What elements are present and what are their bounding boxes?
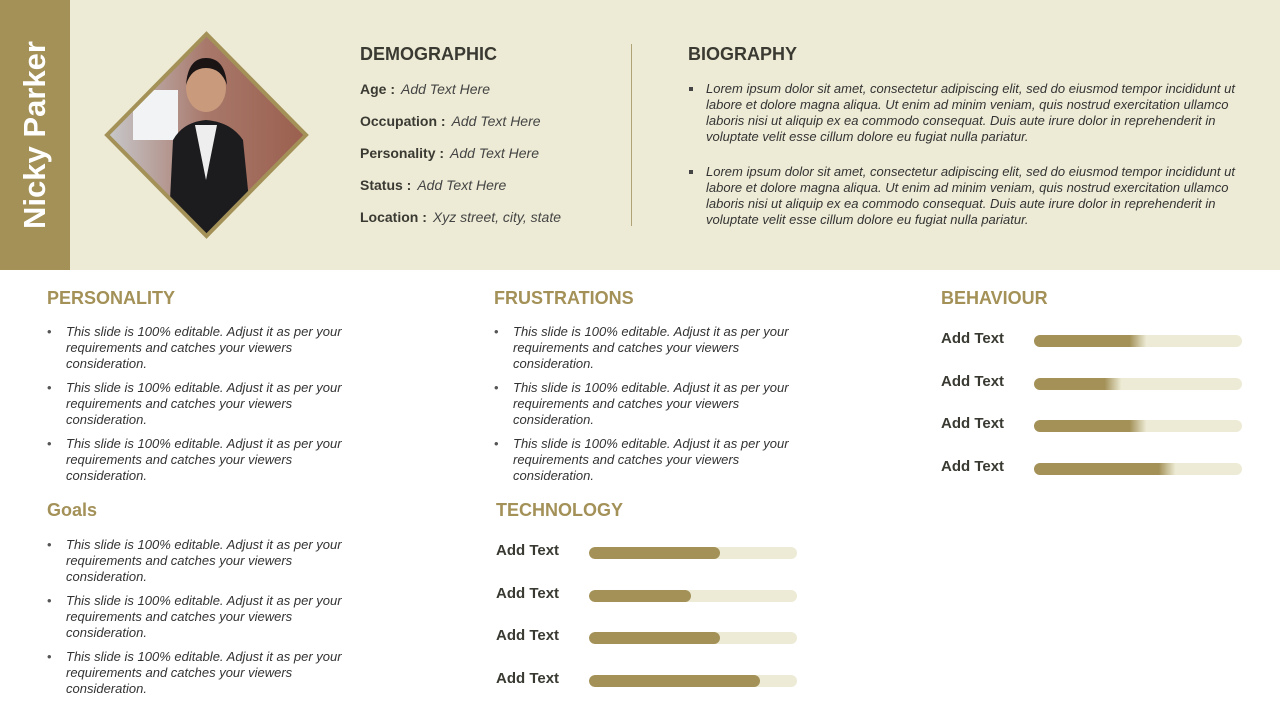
behaviour-bar xyxy=(941,373,1251,416)
bar-label: Add Text xyxy=(941,330,1005,347)
technology-bar xyxy=(496,670,806,713)
goals-title: Goals xyxy=(47,500,98,520)
persona-photo xyxy=(103,30,310,240)
row-value[interactable]: Add Text Here xyxy=(450,145,540,161)
persona-name: Nicky Parker xyxy=(17,41,52,229)
demographic-row-status xyxy=(360,177,506,193)
biography-item: Lorem ipsum dolor sit amet, consectetur adipiscing elit, sed do eiusmod tempor incididunt ut labore et dolore magna aliqua. Ut enim ad minim veniam, quis nostrud exercitation ullamco laboris nisi ut aliquip ex ea commodo consequat. Duis aute irure dolor in reprehenderit in voluptate velit esse cillum dolore eu fugiat nulla pariatur. xyxy=(688,164,1238,228)
row-value[interactable]: Add Text Here xyxy=(417,177,507,193)
behaviour-bar xyxy=(941,330,1251,373)
biography-item: Lorem ipsum dolor sit amet, consectetur adipiscing elit, sed do eiusmod tempor incididunt ut labore et dolore magna aliqua. Ut enim ad minim veniam, quis nostrud exercitation ullamco laboris nisi ut aliquip ex ea commodo consequat. Duis aute irure dolor in reprehenderit in voluptate velit esse cillum dolore eu fugiat nulla pariatur. xyxy=(688,81,1238,145)
bar-fill xyxy=(589,590,691,602)
bar-track xyxy=(589,632,797,644)
bar-label: Add Text xyxy=(941,372,1005,390)
row-label: Location : xyxy=(360,209,427,225)
demographic-row-personality xyxy=(360,145,539,161)
list-item: • This slide is 100% editable. Adjust it as per your requirements and catches your viewers consideration. xyxy=(47,324,367,372)
row-label: Personality : xyxy=(360,145,445,161)
goals-list xyxy=(47,537,367,705)
bar-fill xyxy=(1034,335,1242,347)
bar-track xyxy=(589,675,797,687)
behaviour-title: BEHAVIOUR xyxy=(941,288,1048,308)
technology-bars xyxy=(496,542,806,712)
list-item: • This slide is 100% editable. Adjust it as per your requirements and catches your viewers consideration. xyxy=(494,380,814,428)
demographic-title: DEMOGRAPHIC xyxy=(360,44,498,64)
technology-bar xyxy=(496,542,806,585)
biography-section xyxy=(688,44,1238,247)
list-item: • This slide is 100% editable. Adjust it as per your requirements and catches your viewers consideration. xyxy=(47,380,367,428)
bar-track xyxy=(1034,420,1242,432)
bar-fill xyxy=(589,632,720,644)
bar-label: Add Text xyxy=(496,669,560,687)
row-value[interactable]: Xyz street, city, state xyxy=(432,209,562,225)
technology-bar xyxy=(496,627,806,670)
behaviour-bar xyxy=(941,458,1251,501)
bar-track xyxy=(589,547,797,559)
personality-list xyxy=(47,324,367,492)
divider xyxy=(631,44,632,226)
bar-fill xyxy=(1034,463,1242,475)
bar-fill xyxy=(1034,420,1242,432)
list-item: • This slide is 100% editable. Adjust it as per your requirements and catches your viewers consideration. xyxy=(494,436,814,484)
row-label: Age : xyxy=(360,81,395,97)
demographic-row-age xyxy=(360,81,490,97)
list-item: • This slide is 100% editable. Adjust it as per your requirements and catches your viewers consideration. xyxy=(494,324,814,372)
bar-fill xyxy=(589,675,760,687)
bar-label: Add Text xyxy=(496,584,560,602)
demographic-row-occupation xyxy=(360,113,541,129)
list-item: • This slide is 100% editable. Adjust it as per your requirements and catches your viewers consideration. xyxy=(47,537,367,585)
bar-track xyxy=(1034,463,1242,475)
bar-label: Add Text xyxy=(941,415,1005,432)
bar-label: Add Text xyxy=(496,627,560,644)
frustrations-title: FRUSTRATIONS xyxy=(494,288,634,308)
list-item: • This slide is 100% editable. Adjust it as per your requirements and catches your viewers consideration. xyxy=(47,649,367,697)
row-label: Occupation : xyxy=(360,113,446,129)
technology-bar xyxy=(496,585,806,628)
technology-title: TECHNOLOGY xyxy=(496,500,624,520)
bar-label: Add Text xyxy=(496,542,560,559)
behaviour-bars xyxy=(941,330,1251,500)
personality-title: PERSONALITY xyxy=(47,288,176,308)
demographic-section xyxy=(360,44,562,225)
bar-fill xyxy=(589,547,720,559)
bar-track xyxy=(1034,378,1242,390)
row-value[interactable]: Add Text Here xyxy=(401,81,490,97)
demographic-row-location xyxy=(360,209,561,225)
bar-track xyxy=(1034,335,1242,347)
frustrations-list xyxy=(494,324,814,492)
row-value[interactable]: Add Text Here xyxy=(451,113,541,129)
name-sidebar xyxy=(0,0,70,270)
bar-label: Add Text xyxy=(941,457,1005,475)
list-item: • This slide is 100% editable. Adjust it as per your requirements and catches your viewers consideration. xyxy=(47,593,367,641)
bar-track xyxy=(589,590,797,602)
biography-title: BIOGRAPHY xyxy=(688,44,798,64)
behaviour-bar xyxy=(941,415,1251,458)
row-label: Status : xyxy=(360,177,412,193)
bar-fill xyxy=(1034,378,1242,390)
list-item: • This slide is 100% editable. Adjust it as per your requirements and catches your viewers consideration. xyxy=(47,436,367,484)
